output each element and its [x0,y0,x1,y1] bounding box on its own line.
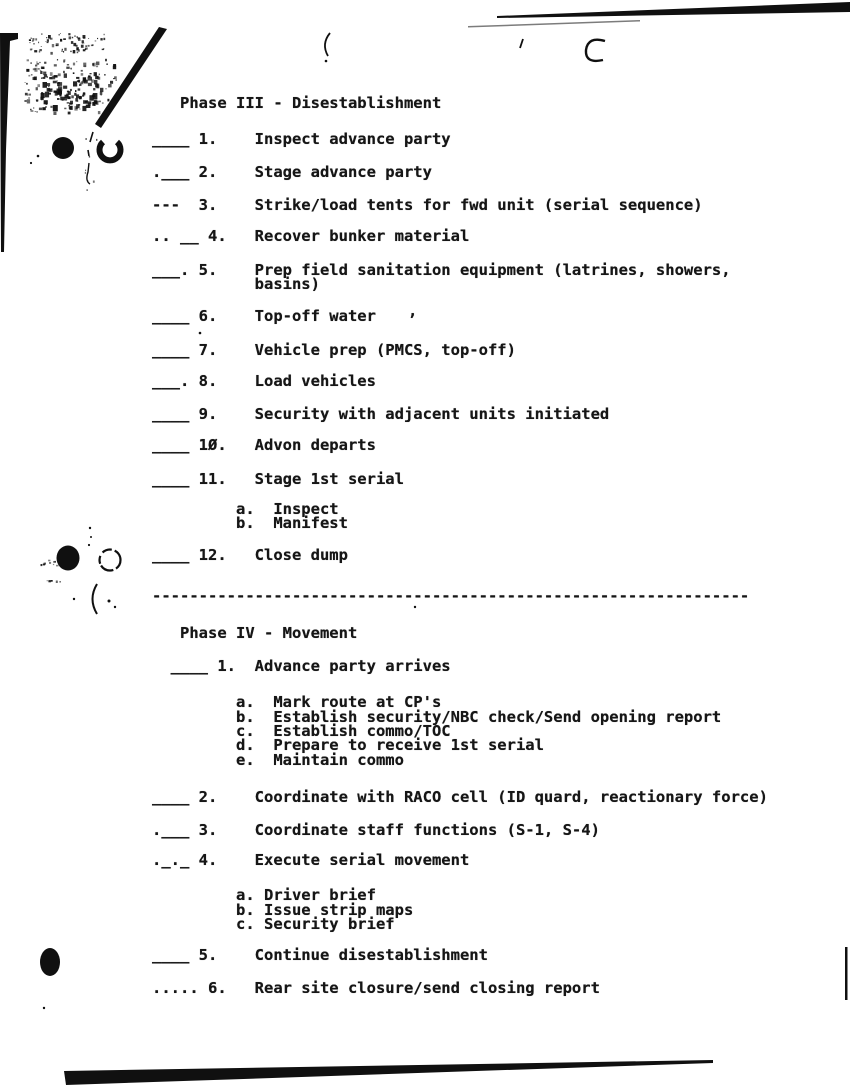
top-page-edge-line-faint [468,20,640,28]
checklist-subitem-line: b. Establish security/NBC check/Send opening report [152,708,722,726]
checklist-subitem-line: b. Issue strip maps [152,901,414,919]
dashed-separator: ---------------------------------------------------------------- [152,587,750,605]
checklist-item-line: ____ 7. Vehicle prep (PMCS, top-off) [152,341,516,359]
checklist-item-line: .___ 2. Stage advance party [152,163,432,181]
checklist-item-line: ____ 12. Close dump [152,546,348,564]
binder-ring-mark [100,142,121,160]
speck-dot [114,606,116,608]
speck-dot [37,155,40,158]
checklist-subitem-line: d. Prepare to receive 1st serial [152,736,544,754]
punch-hole-filled [52,137,74,159]
open-circle-mark [100,550,121,571]
checklist-item-line: ____ 9. Security with adjacent units initiated [152,405,610,423]
photocopy-speckle-blob [24,33,116,583]
checklist-item-wrap-line: basins) [152,275,320,293]
stray-comma-mark: , [408,302,418,320]
checklist-item-line: ____ 5. Continue disestablishment [152,946,488,964]
checklist-item-line: ____ 1. Advance party arrives [152,657,451,675]
checklist-subitem-line: c. Establish commo/TOC [152,722,451,740]
section-heading: Phase IV - Movement [180,624,358,642]
checklist-item-line: ____ 1Ø. Advon departs [152,436,376,454]
checklist-subitem-line: e. Maintain commo [152,751,404,769]
speck-dot [43,1007,45,1009]
c-curve-scuff-mark [586,40,605,61]
diagonal-pen-stroke [95,27,167,128]
apostrophe-scuff-mark [520,39,523,48]
checklist-subitem-line: a. Driver brief [152,886,376,904]
speck-dot [90,536,92,538]
paren-pen-mark [93,584,98,614]
speck-dot [73,598,75,600]
speck-dot [414,606,416,608]
checklist-subitem-line: a. Mark route at CP's [152,693,442,711]
speck-dot [199,332,202,335]
checklist-item-line: ____ 2. Coordinate with RACO cell (ID quard, reactionary force) [152,788,768,806]
checklist-item-line: ___. 5. Prep field sanitation equipment (latrines, showers, [152,261,731,279]
checklist-item-line: .. __ 4. Recover bunker material [152,227,470,245]
checklist-subitem-line: a. Inspect [152,500,339,518]
checklist-item-line: ____ 6. Top-off water [152,307,376,325]
checklist-item-line: .___ 3. Coordinate staff functions (S-1, S-4) [152,821,600,839]
pen-hook-mark [87,163,90,184]
checklist-item-line: ..... 6. Rear site closure/send closing report [152,979,600,997]
speck-dot [89,527,91,529]
speck-dot [88,544,90,546]
punch-hole-bottom [40,948,60,976]
checklist-item-line: ____ 1. Inspect advance party [152,130,451,148]
top-page-edge-line [497,2,850,18]
checklist-subitem-line: c. Security brief [152,915,395,933]
bottom-page-edge-line [64,1060,713,1085]
diagonal-stroke-tail [88,132,93,156]
checklist-item-line: ._._ 4. Execute serial movement [152,851,470,869]
checklist-item-line: --- 3. Strike/load tents for fwd unit (serial sequence) [152,196,703,214]
punch-hole-filled-mid [57,546,80,571]
checklist-subitem-line: b. Manifest [152,514,348,532]
checklist-item-line: ___. 8. Load vehicles [152,372,376,390]
speck-dot [30,162,32,164]
checklist-item-line: ____ 11. Stage 1st serial [152,470,404,488]
speck-dot [108,600,111,603]
paren-scuff-mark [325,33,330,56]
section-heading: Phase III - Disestablishment [180,94,442,112]
right-edge-tick [845,947,848,1000]
left-edge-shadow [0,33,18,252]
speck-dot [325,60,328,63]
